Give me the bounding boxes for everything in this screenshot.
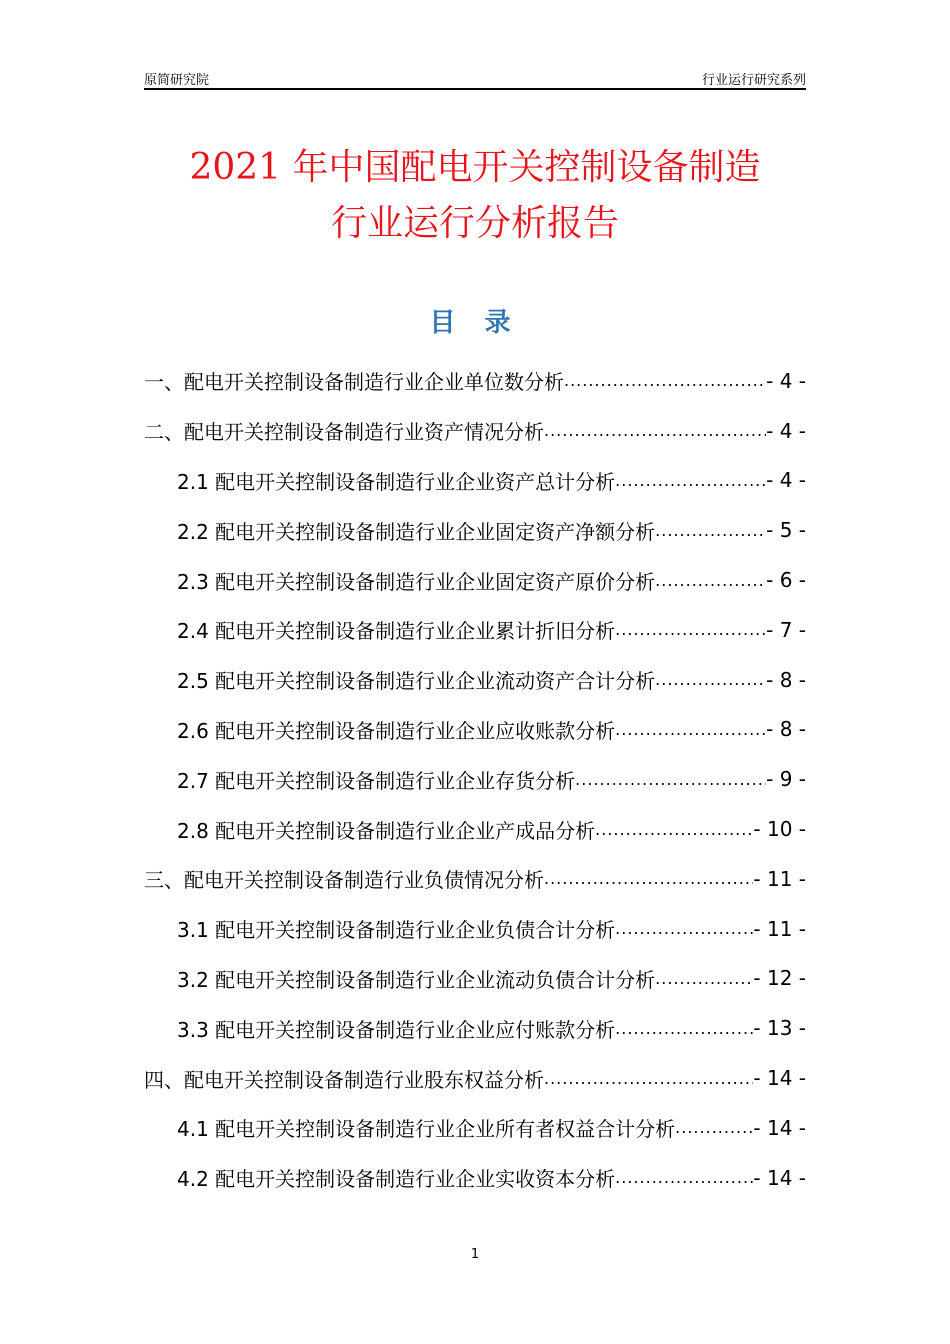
toc-entry-page: - 11 - [753,916,806,941]
toc-entry[interactable] [144,356,806,406]
toc-leader [655,571,766,590]
toc-entry-text: 一、配电开关控制设备制造行业企业单位数分析 [144,370,564,395]
toc-leader [544,869,753,888]
toc-entry-page: - 4 - [766,368,806,393]
toc-entry-text: 2.1 配电开关控制设备制造行业企业资产总计分析 [177,469,616,494]
toc-entry-text: 二、配电开关控制设备制造行业资产情况分析 [144,420,544,445]
toc-leader [575,770,766,789]
page-header [144,68,806,90]
toc-entry-text: 2.7 配电开关控制设备制造行业企业存货分析 [177,768,576,793]
header-right: 行业运行研究系列 [701,73,806,88]
toc-entry[interactable] [144,655,806,705]
toc-entry[interactable] [144,1153,806,1203]
toc-entry-text: 3.1 配电开关控制设备制造行业企业负债合计分析 [177,918,616,943]
toc-entry[interactable] [144,754,806,804]
report-title [0,140,950,252]
page-number: 1 [470,1247,480,1262]
title-line-2: 行业运行分析报告 [330,203,619,244]
toc-entry-page: - 4 - [766,418,806,443]
title-line-1: 2021 年中国配电开关控制设备制造 [189,147,761,188]
toc-leader [595,820,753,839]
toc-entry-page: - 12 - [753,966,806,991]
table-of-contents [144,356,806,1203]
toc-entry-page: - 7 - [766,617,806,642]
toc-entry-text: 2.3 配电开关控制设备制造行业企业固定资产原价分析 [177,569,656,594]
toc-entry-text: 2.4 配电开关控制设备制造行业企业累计折旧分析 [177,619,616,644]
toc-entry-page: - 13 - [753,1016,806,1041]
toc-entry[interactable] [144,456,806,506]
toc-leader [564,371,766,390]
toc-entry[interactable] [144,1003,806,1053]
toc-entry[interactable] [144,804,806,854]
toc-entry-text: 3.3 配电开关控制设备制造行业企业应付账款分析 [177,1017,616,1042]
toc-entry[interactable] [144,505,806,555]
header-left: 原简研究院 [144,73,210,88]
toc-leader [615,471,766,490]
toc-entry[interactable] [144,904,806,954]
toc-leader [615,919,753,938]
toc-entry[interactable] [144,854,806,904]
toc-entry-text: 2.8 配电开关控制设备制造行业企业产成品分析 [177,818,596,843]
toc-entry-page: - 8 - [766,667,806,692]
toc-leader [615,1168,753,1187]
toc-leader [655,969,753,988]
toc-entry-page: - 8 - [766,717,806,742]
toc-entry-page: - 14 - [753,1066,806,1091]
toc-leader [655,521,766,540]
toc-entry[interactable] [144,1103,806,1153]
toc-entry-text: 4.2 配电开关控制设备制造行业企业实收资本分析 [177,1167,616,1192]
toc-entry-page: - 14 - [753,1115,806,1140]
toc-leader [544,421,766,440]
toc-entry[interactable] [144,406,806,456]
toc-entry-text: 4.1 配电开关控制设备制造行业企业所有者权益合计分析 [177,1117,676,1142]
toc-entry[interactable] [144,1053,806,1103]
toc-entry-text: 2.6 配电开关控制设备制造行业企业应收账款分析 [177,718,616,743]
toc-leader [615,720,766,739]
toc-entry-page: - 10 - [753,817,806,842]
toc-entry-page: - 14 - [753,1165,806,1190]
toc-entry-text: 2.5 配电开关控制设备制造行业企业流动资产合计分析 [177,669,656,694]
toc-entry-text: 四、配电开关控制设备制造行业股东权益分析 [144,1067,544,1092]
toc-entry-text: 2.2 配电开关控制设备制造行业企业固定资产净额分析 [177,519,656,544]
toc-entry-text: 三、配电开关控制设备制造行业负债情况分析 [144,868,544,893]
toc-entry-page: - 5 - [766,518,806,543]
toc-entry-page: - 6 - [766,568,806,593]
toc-leader [675,1118,753,1137]
toc-entry[interactable] [144,705,806,755]
toc-leader [655,670,766,689]
toc-entry-page: - 9 - [766,767,806,792]
toc-entry-text: 3.2 配电开关控制设备制造行业企业流动负债合计分析 [177,967,656,992]
toc-heading: 目 录 [429,308,521,338]
toc-entry-page: - 11 - [753,866,806,891]
toc-leader [615,1019,753,1038]
toc-entry[interactable] [144,605,806,655]
toc-entry[interactable] [144,555,806,605]
toc-entry-page: - 4 - [766,468,806,493]
toc-entry[interactable] [144,954,806,1004]
toc-leader [615,620,766,639]
toc-leader [544,1069,753,1088]
